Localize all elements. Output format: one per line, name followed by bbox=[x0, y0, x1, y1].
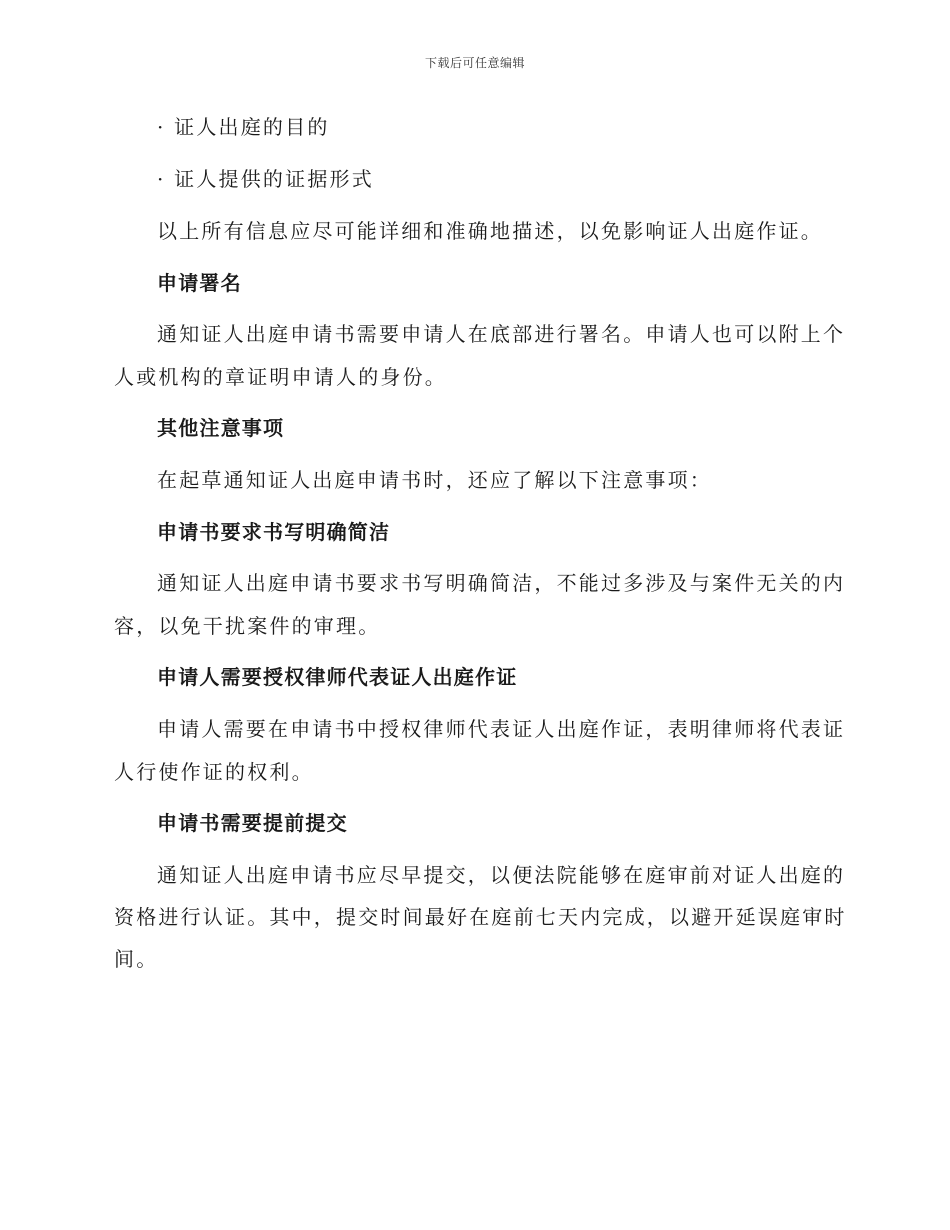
paragraph-other-notes: 在起草通知证人出庭申请书时，还应了解以下注意事项： bbox=[157, 468, 712, 492]
paragraph-concise-line-1: 通知证人出庭申请书要求书写明确简洁，不能过多涉及与案件无关的内 bbox=[157, 571, 846, 595]
paragraph-signature-line-2: 人或机构的章证明申请人的身份。 bbox=[114, 365, 447, 389]
paragraph-detail-note: 以上所有信息应尽可能详细和准确地描述，以免影响证人出庭作证。 bbox=[157, 219, 823, 243]
paragraph-submission-line-3: 间。 bbox=[114, 947, 159, 971]
bullet-witness-purpose: · 证人出庭的目的 bbox=[157, 115, 330, 139]
paragraph-lawyer-line-2: 人行使作证的权利。 bbox=[114, 760, 314, 784]
heading-early-submission: 申请书需要提前提交 bbox=[157, 811, 348, 835]
paragraph-signature-line-1: 通知证人出庭申请书需要申请人在底部进行署名。申请人也可以附上个 bbox=[157, 322, 846, 346]
paragraph-submission-line-2: 资格进行认证。其中，提交时间最好在庭前七天内完成，以避开延误庭审时 bbox=[114, 905, 847, 929]
heading-other-notes: 其他注意事项 bbox=[157, 416, 285, 440]
heading-lawyer-authorization: 申请人需要授权律师代表证人出庭作证 bbox=[157, 665, 518, 689]
paragraph-submission-line-1: 通知证人出庭申请书应尽早提交，以便法院能够在庭审前对证人出庭的 bbox=[157, 863, 846, 887]
bullet-evidence-form: · 证人提供的证据形式 bbox=[157, 167, 374, 191]
heading-signature: 申请署名 bbox=[157, 271, 242, 295]
page-header: 下载后可任意编辑 bbox=[424, 56, 525, 70]
paragraph-lawyer-line-1: 申请人需要在申请书中授权律师代表证人出庭作证，表明律师将代表证 bbox=[157, 717, 846, 741]
heading-concise-writing: 申请书要求书写明确简洁 bbox=[157, 520, 391, 544]
paragraph-concise-line-2: 容，以免干扰案件的审理。 bbox=[114, 614, 381, 638]
